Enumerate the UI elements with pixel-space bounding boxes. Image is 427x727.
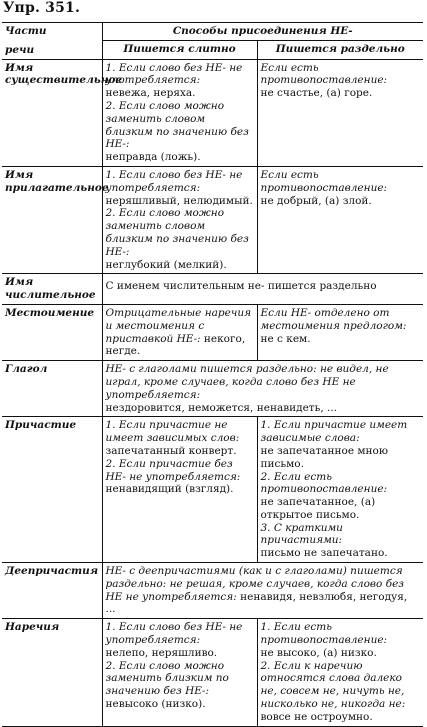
- part-pronoun: Местоимение: [2, 304, 102, 360]
- noun-together: [102, 59, 257, 166]
- rule-example: не с кем.: [260, 332, 311, 345]
- rule-text: 2. Если слово можно заменить словом близким по значению без НЕ-:: [105, 207, 249, 258]
- rule-example: запечатанный конверт.: [105, 444, 237, 457]
- participle-separate: [257, 417, 423, 563]
- rule-text: 2. Если к наречию относятся слова далеко не, совсем не, ничуть не, нисколько не, никогда не:: [260, 659, 406, 711]
- part-participle: Причастие: [2, 417, 102, 563]
- row-adjective: [2, 166, 423, 273]
- rule-text: Если НЕ- отделено от местоимения предлогом:: [260, 306, 407, 332]
- rule-text: 1. Если слово без НЕ- не употребляется:: [105, 168, 243, 194]
- rule-text: НЕ- с деепричастиями (как и с глаголами) пишется раздельно: не решая, кроме случаев, когда слово без НЕ не употребляется:: [105, 565, 405, 603]
- rule-text: 1. Если слово без НЕ- не употребляется:: [105, 61, 243, 87]
- rule-example: не счастье, (а) горе.: [260, 87, 373, 100]
- adjective-separate: [257, 166, 423, 273]
- header-together: Пишется слитно: [102, 41, 257, 59]
- row-pronoun: [2, 304, 423, 360]
- header-separate: Пишется раздельно: [257, 41, 423, 59]
- numeral-rule: С именем числительным не- пишется раздельно: [102, 274, 423, 305]
- noun-separate: [257, 59, 423, 166]
- rule-text: Отрицательные наречия и местоимения с приставкой НЕ-:: [105, 306, 252, 345]
- rule-example: ненавидя, невзлюбя, негодуя, ...: [105, 590, 408, 616]
- pronoun-together: [102, 304, 257, 360]
- part-numeral: Имя числительное: [2, 274, 102, 305]
- rule-text: 2. Если есть противопоставление:: [260, 470, 388, 496]
- rule-example: невысоко (низко).: [105, 698, 206, 711]
- rule-example: не запечатанное, (а) открытое письмо.: [260, 496, 376, 521]
- part-noun: Имя существительное: [2, 59, 102, 166]
- rules-table: [2, 22, 423, 727]
- part-gerund: Деепричастия: [2, 563, 102, 619]
- row-gerund: [2, 563, 423, 619]
- rule-example: не запечатанное мною письмо.: [260, 444, 389, 470]
- rule-text: 2. Если причастие без НЕ- не употребляется:: [105, 457, 241, 483]
- row-noun: [2, 59, 423, 166]
- part-verb: Глагол: [2, 361, 102, 417]
- row-participle: [2, 417, 423, 563]
- row-verb: [2, 361, 423, 417]
- rule-example: письмо не запечатано.: [260, 547, 388, 560]
- header-row: [2, 23, 423, 41]
- rule-text: 2. Если слово можно заменить близким по значению без НЕ-:: [105, 659, 229, 698]
- rule-text: Если есть противопоставление:: [260, 61, 388, 87]
- part-adjective: Имя прилагательное: [2, 166, 102, 273]
- row-adverb: [2, 619, 423, 726]
- adverb-separate: [257, 619, 423, 726]
- rule-text: 1. Если причастие имеет зависимые слова:: [260, 419, 408, 445]
- rule-text: 3. С краткими причастиями:: [260, 521, 343, 547]
- rule-example: неряшливый, нелюдимый.: [105, 194, 253, 207]
- row-numeral: [2, 274, 423, 305]
- rule-example: неглубокий (мелкий).: [105, 258, 227, 271]
- part-adverb: Наречия: [2, 619, 102, 726]
- participle-together: [102, 417, 257, 563]
- rule-example: вовсе не остроумно.: [260, 710, 373, 723]
- verb-rule: [102, 361, 423, 417]
- rule-text: Если есть противопоставление:: [260, 168, 388, 194]
- exercise-title: Упр. 351.: [3, 0, 81, 16]
- pronoun-separate: [257, 304, 423, 360]
- rule-text: 1. Если есть противопоставление:: [260, 621, 388, 647]
- rule-example: нездоровится, неможется, ненавидеть, ...: [105, 401, 338, 414]
- rule-text: НЕ- с глаголами пишется раздельно: не видел, не играл, кроме случаев, когда слово без НЕ не употребляется:: [105, 363, 389, 401]
- rule-example: нелепо, неряшливо.: [105, 646, 218, 659]
- header-parts-cell: [2, 23, 102, 60]
- rule-example: не высоко, (а) низко.: [260, 646, 377, 659]
- adjective-together: [102, 166, 257, 273]
- rule-text: 1. Если слово без НЕ- не употребляется:: [105, 621, 243, 647]
- header-parts-line2: речи: [5, 43, 35, 56]
- rule-text: 2. Если слово можно заменить словом близким по значению без НЕ-:: [105, 99, 249, 151]
- header-ways: Способы присоединения НЕ-: [102, 23, 423, 41]
- rule-example: некого, негде.: [105, 332, 246, 358]
- rule-example: не добрый, (а) злой.: [260, 194, 372, 207]
- rule-example: невежа, неряха.: [105, 87, 196, 100]
- adverb-together: [102, 619, 257, 726]
- header-parts-line1: Части: [5, 25, 47, 37]
- rule-text: 1. Если причастие не имеет зависимых слов:: [105, 419, 240, 445]
- gerund-rule: [102, 563, 423, 619]
- rule-example: неправда (ложь).: [105, 151, 201, 164]
- rule-example: ненавидящий (взгляд).: [105, 483, 234, 496]
